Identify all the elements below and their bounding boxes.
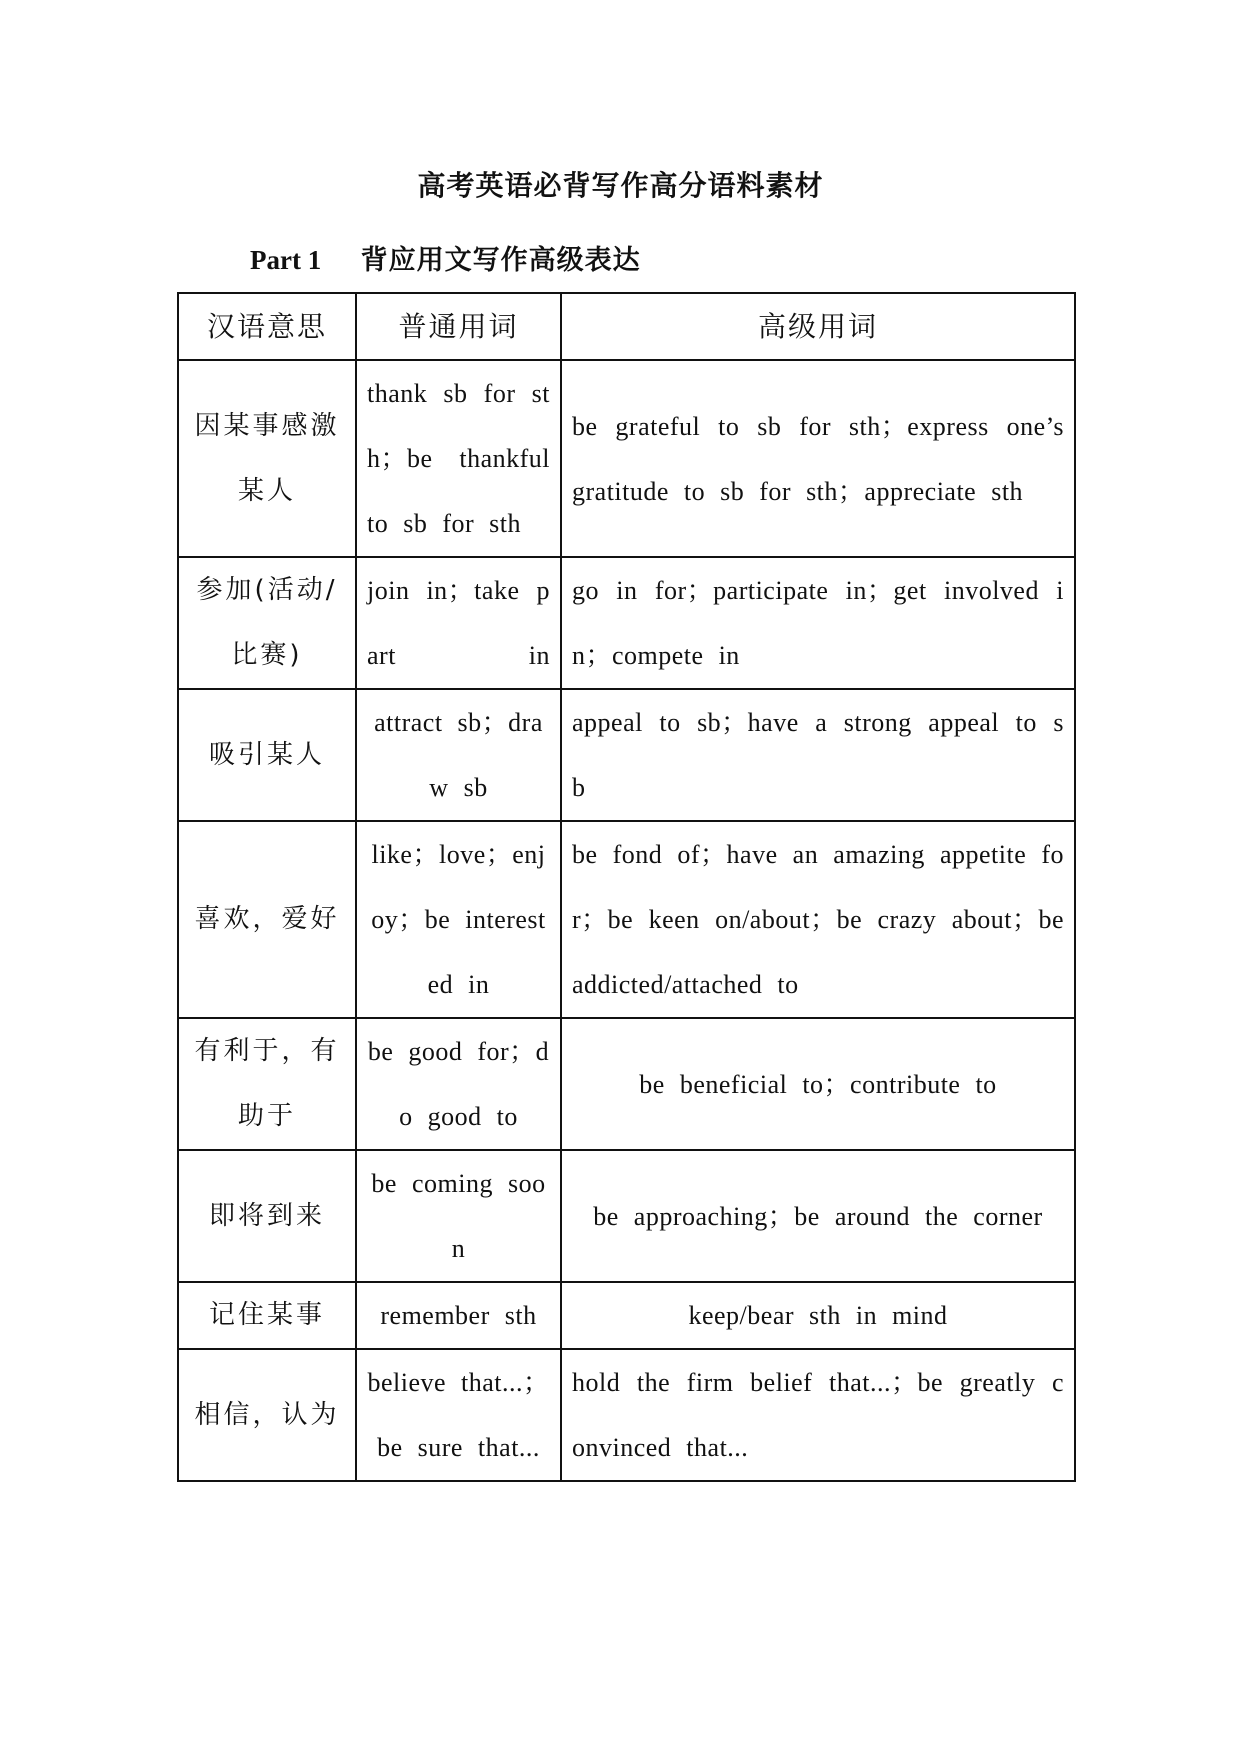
common-cell: like；love；enjoy；be interested in: [356, 821, 561, 1018]
meaning-cell: 即将到来: [178, 1150, 356, 1282]
meaning-cell: 相信，认为: [178, 1349, 356, 1481]
advanced-cell: go in for；participate in；get involved in；compete in: [561, 557, 1075, 689]
part-number: Part 1: [250, 245, 322, 275]
meaning-cell: 吸引某人: [178, 689, 356, 821]
table-row: [178, 1150, 1075, 1282]
advanced-cell: hold the firm belief that...；be greatly convinced that...: [561, 1349, 1075, 1481]
common-cell: believe that...；be sure that...: [356, 1349, 561, 1481]
table-row: [178, 1282, 1075, 1349]
part-heading: [250, 240, 641, 281]
table-row: [178, 360, 1075, 557]
meaning-cell: 因某事感激某人: [178, 360, 356, 557]
common-cell: join in；take part in: [356, 557, 561, 689]
meaning-cell: 记住某事: [178, 1282, 356, 1349]
common-cell: remember sth: [356, 1282, 561, 1349]
table-header-row: [178, 293, 1075, 360]
header-advanced: 高级用词: [561, 293, 1075, 360]
vocabulary-table: [177, 292, 1076, 1482]
common-cell: be good for；do good to: [356, 1018, 561, 1150]
table-row: [178, 821, 1075, 1018]
advanced-cell: be fond of；have an amazing appetite for；be keen on/about；be crazy about；be addicted/attached to: [561, 821, 1075, 1018]
table-row: [178, 1018, 1075, 1150]
common-cell: attract sb；draw sb: [356, 689, 561, 821]
common-cell: thank sb for sth；be thankful to sb for sth: [356, 360, 561, 557]
table-row: [178, 689, 1075, 821]
advanced-cell: be grateful to sb for sth；express one’s gratitude to sb for sth；appreciate sth: [561, 360, 1075, 557]
table-row: [178, 1349, 1075, 1481]
document-title: 高考英语必背写作高分语料素材: [417, 169, 824, 202]
header-meaning: 汉语意思: [178, 293, 356, 360]
common-cell: be coming soon: [356, 1150, 561, 1282]
part-title: 背应用文写作高级表达: [360, 245, 641, 276]
advanced-cell: keep/bear sth in mind: [561, 1282, 1075, 1349]
meaning-cell: 参加(活动/比赛): [178, 557, 356, 689]
advanced-cell: be approaching；be around the corner: [561, 1150, 1075, 1282]
table-row: [178, 557, 1075, 689]
meaning-cell: 有利于，有助于: [178, 1018, 356, 1150]
meaning-cell: 喜欢，爱好: [178, 821, 356, 1018]
header-common: 普通用词: [356, 293, 561, 360]
advanced-cell: be beneficial to；contribute to: [561, 1018, 1075, 1150]
advanced-cell: appeal to sb；have a strong appeal to sb: [561, 689, 1075, 821]
